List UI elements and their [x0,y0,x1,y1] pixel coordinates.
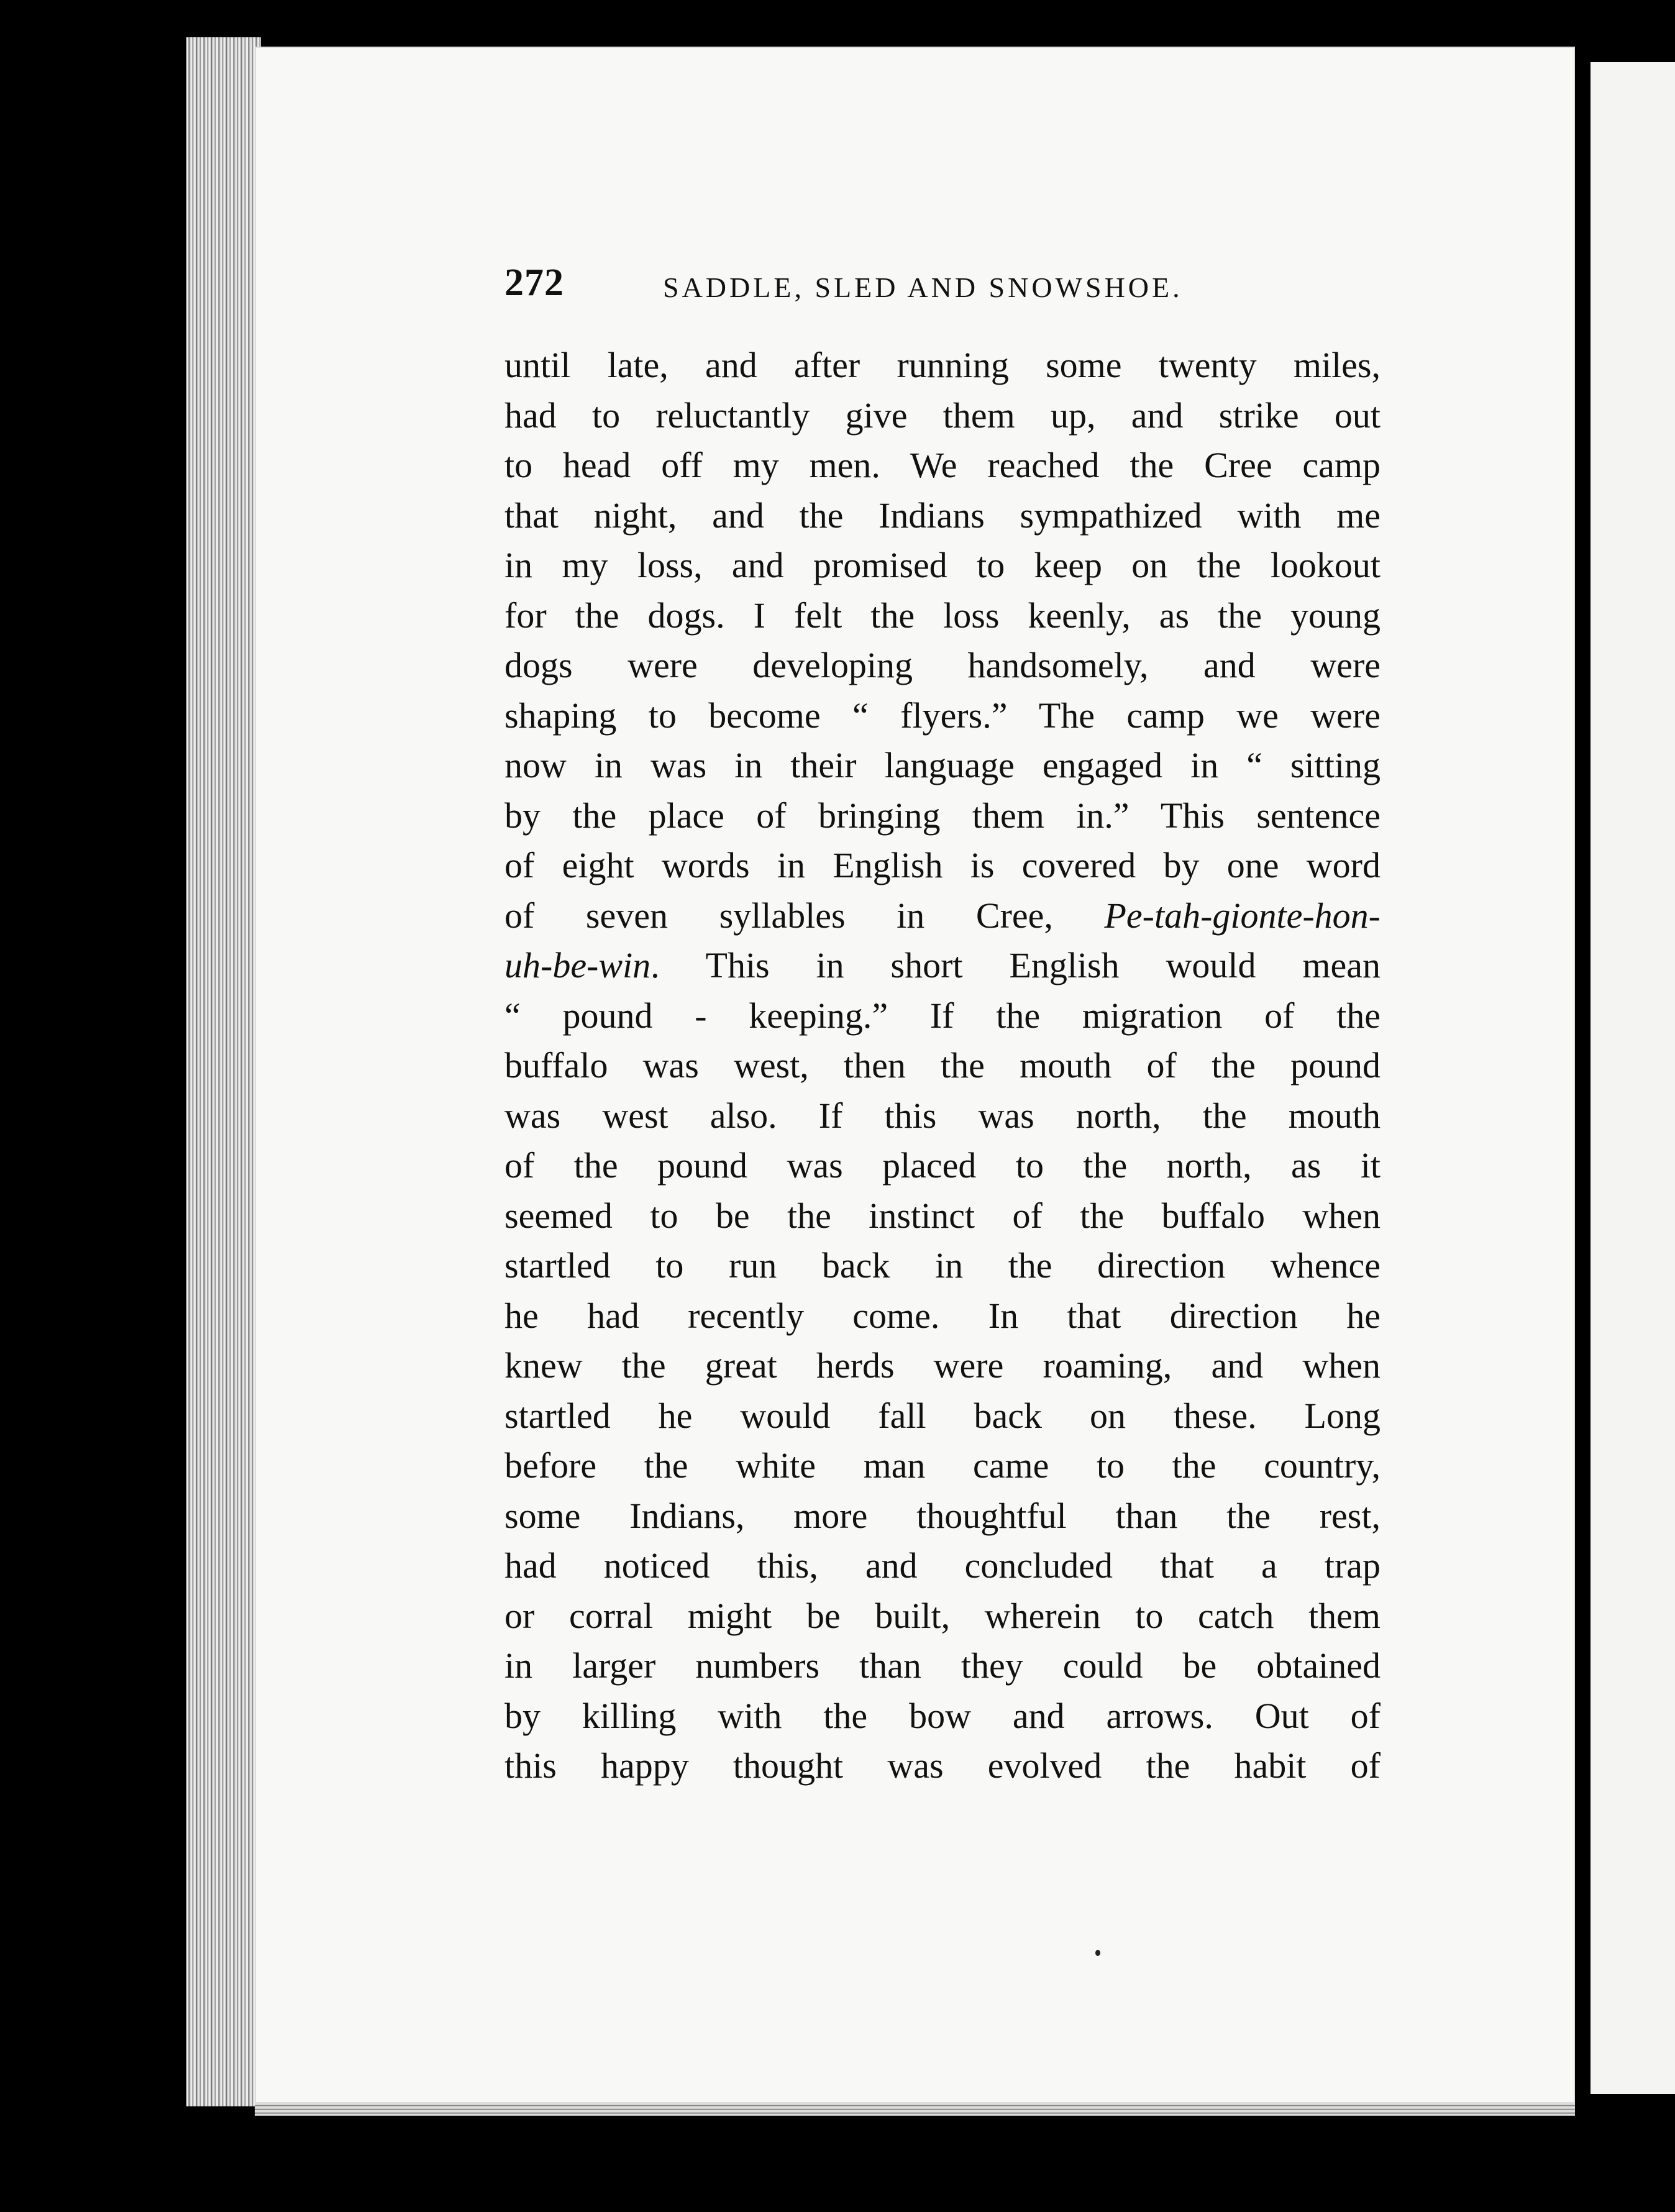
cree-word: Pe-tah-gionte-hon- [1104,895,1381,936]
text-line: this happy thought was evolved the habit of [504,1745,1381,1786]
facing-page [1591,62,1675,2094]
cree-word: uh-be-win [504,945,651,985]
body-text [504,340,1381,1791]
text-line: uh-be-win. This in short English would mean [504,945,1381,985]
ink-speck [1095,1950,1100,1956]
text-line: for the dogs. I felt the loss keenly, as the young [504,595,1381,636]
text-line: had noticed this, and concluded that a trap [504,1545,1381,1586]
text-line: seemed to be the instinct of the buffalo when [504,1195,1381,1236]
text-line: before the white man came to the country, [504,1445,1381,1486]
text-line: some Indians, more thoughtful than the rest, [504,1495,1381,1536]
text-line: of eight words in English is covered by one word [504,845,1381,885]
text-line: startled to run back in the direction whence [504,1245,1381,1286]
page-bottom-edge [255,2103,1575,2116]
text-line: to head off my men. We reached the Cree camp [504,445,1381,485]
text-line: was west also. If this was north, the mouth [504,1095,1381,1136]
text-line: in my loss, and promised to keep on the lookout [504,545,1381,585]
text-line: until late, and after running some twenty miles, [504,345,1381,385]
text-line: shaping to become “ flyers.” The camp we were [504,695,1381,736]
text-line: by killing with the bow and arrows. Out of [504,1695,1381,1736]
text-line: had to reluctantly give them up, and strike out [504,395,1381,436]
page-edges [186,37,261,2106]
text-line: of the pound was placed to the north, as it [504,1145,1381,1186]
text-line: of seven syllables in Cree, Pe-tah-gionte-hon- [504,895,1381,936]
text-line: now in was in their language engaged in “ sitting [504,745,1381,785]
running-title: SADDLE, SLED AND SNOWSHOE. [663,272,1183,303]
text-line: knew the great herds were roaming, and when [504,1345,1381,1386]
text-line: he had recently come. In that direction he [504,1295,1381,1336]
text-line: “ pound - keeping.” If the migration of the [504,995,1381,1036]
text-line: in larger numbers than they could be obtained [504,1645,1381,1686]
page-number: 272 [504,262,564,304]
text-line: dogs were developing handsomely, and were [504,645,1381,685]
text-line: buffalo was west, then the mouth of the pound [504,1045,1381,1085]
text-line: startled he would fall back on these. Long [504,1395,1381,1436]
text-line: that night, and the Indians sympathized with me [504,495,1381,536]
running-head [504,261,1381,311]
text-line: or corral might be built, wherein to catch them [504,1595,1381,1636]
text-line: by the place of bringing them in.” This sentence [504,795,1381,836]
